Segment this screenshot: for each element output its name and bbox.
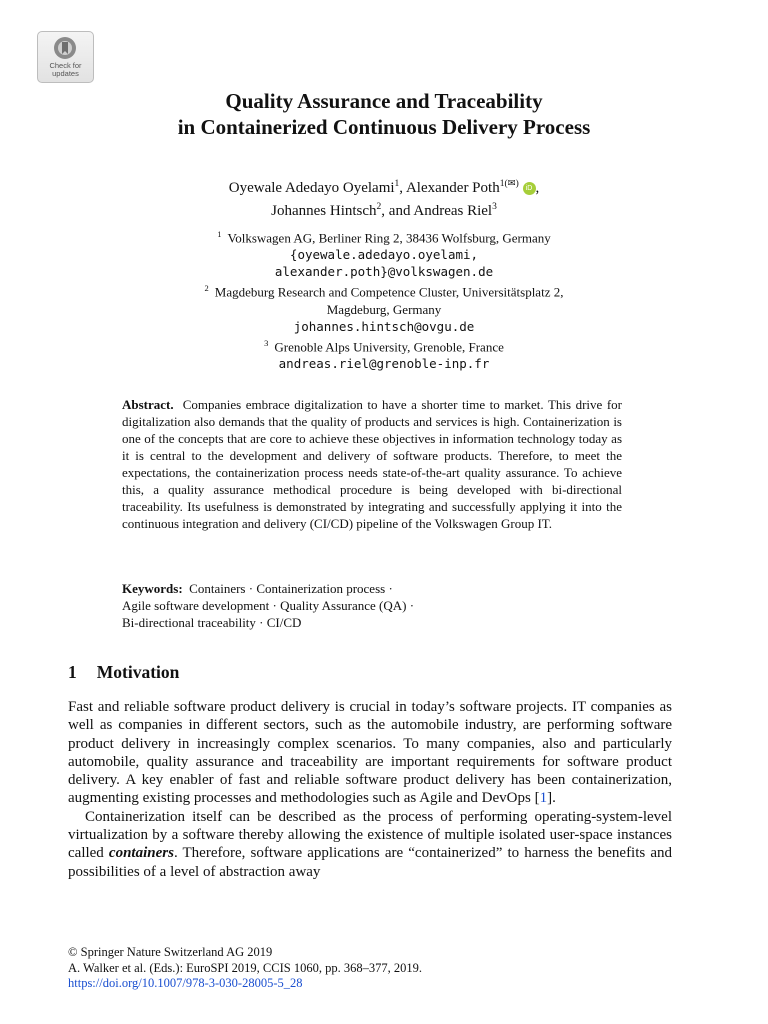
section-heading: 1 Motivation [68,662,180,682]
affiliation: Volkswagen AG, Berliner Ring 2, 38436 Wolfsburg, Germany [227,230,551,246]
affiliation: Magdeburg, Germany [326,301,442,317]
doi-link[interactable]: https://doi.org/10.1007/978-3-030-28005-5_28 [68,976,303,990]
author-name: Johannes Hintsch [271,203,377,219]
paragraph: Fast and reliable software product delivery is crucial in today’s software projects. IT companies as well as companies in different sectors, such as the automobile industry, are performing software product delivery in increasingly complex scenarios. To many companies, also and particularly automobile, quality assurance and traceability are important requirements for software product delivery. A key enabler of fast and reliable software product delivery has been containerization, augmenting existing processes and methodologies such as Agile and DevOps [1]. [68,699,672,807]
email: {oyewale.adedayo.oyelami, [289,247,479,263]
author-name: Alexander Poth [405,180,500,196]
affiliations: $^1$ Volkswagen AG, Berliner Ring 2, 38436 Wolfsburg, Germany {oyewale.adedayo.oyelami, alexander.poth}@volkswagen.de $^2$ Magdeburg Research and Competence Cluster, Universitätsplatz 2, Magdeburg, Germany johannes.hintsch@ovgu.de $^3$ Grenoble Alps University, Grenoble, France andreas.riel@grenoble-inp.fr [60,226,708,372]
email: alexander.poth}@volkswagen.de [274,264,494,280]
paragraph: Containerization itself can be described as the process of performing operating-system-level virtualization by a software thereby allowing the existence of multiple isolated user-space instances called containers. Therefore, software applications are “containerized” to harness the benefits and possibilities of a level of abstraction away [68,808,672,880]
citation-link[interactable]: 1 [539,790,548,807]
abstract [122,396,622,532]
check-for-updates-badge[interactable] [37,31,94,83]
affiliation: Grenoble Alps University, Grenoble, France [274,338,504,354]
bookmark-icon [53,36,77,60]
author-name: Andreas Riel [413,203,493,219]
badge-label: Check for updates [49,61,82,78]
keywords: Keywords: Containers · Containerization process · Agile software development · Quality Assurance (QA) · Bi-directional traceability · CI/CD [122,581,415,630]
email: johannes.hintsch@ovgu.de [293,318,475,334]
orcid-icon[interactable]: iD [523,182,536,195]
email: andreas.riel@grenoble-inp.fr [278,355,490,371]
body-text [68,698,672,881]
abstract-text: Companies embrace digitalization to have a shorter time to market. This drive for digitalization also demands that the quality of products and services is high. Containerization is one of the concepts that are core to achieve these objectives in information technology today as it is central to the development and delivery of software products. Therefore, to meet the expectations, the containerization process needs state-of-the-art quality assurance. To achieve this, a quality assurance methodical procedure is being developed with bi-directional traceability. Its usefulness is demonstrated by integrating and successfully applying it into the continuous integration and delivery (CI/CD) pipeline of the Volkswagen Group IT. [122,397,622,531]
author-list: Oyewale Adedayo Oyelami$^1$, Alexander Poth$^{1(✉)}$ iD , Johannes Hintsch$^2$, and Andreas Riel$^3$ [228,179,540,219]
abstract-label: Abstract. [122,397,174,412]
keywords-label: Keywords: [122,581,183,596]
affiliation: Magdeburg Research and Competence Cluster, Universitätsplatz 2, [214,284,564,300]
paper-title: Quality Assurance and Traceability in Containerized Continuous Delivery Process [177,89,591,139]
author-name: Oyewale Adedayo Oyelami [228,180,395,196]
copyright-footer: © Springer Nature Switzerland AG 2019 A. Walker et al. (Eds.): EuroSPI 2019, CCIS 1060, pp. 368–377, 2019. https://doi.org/10.1007/978-3-030-28005-5_28 [68,945,688,992]
